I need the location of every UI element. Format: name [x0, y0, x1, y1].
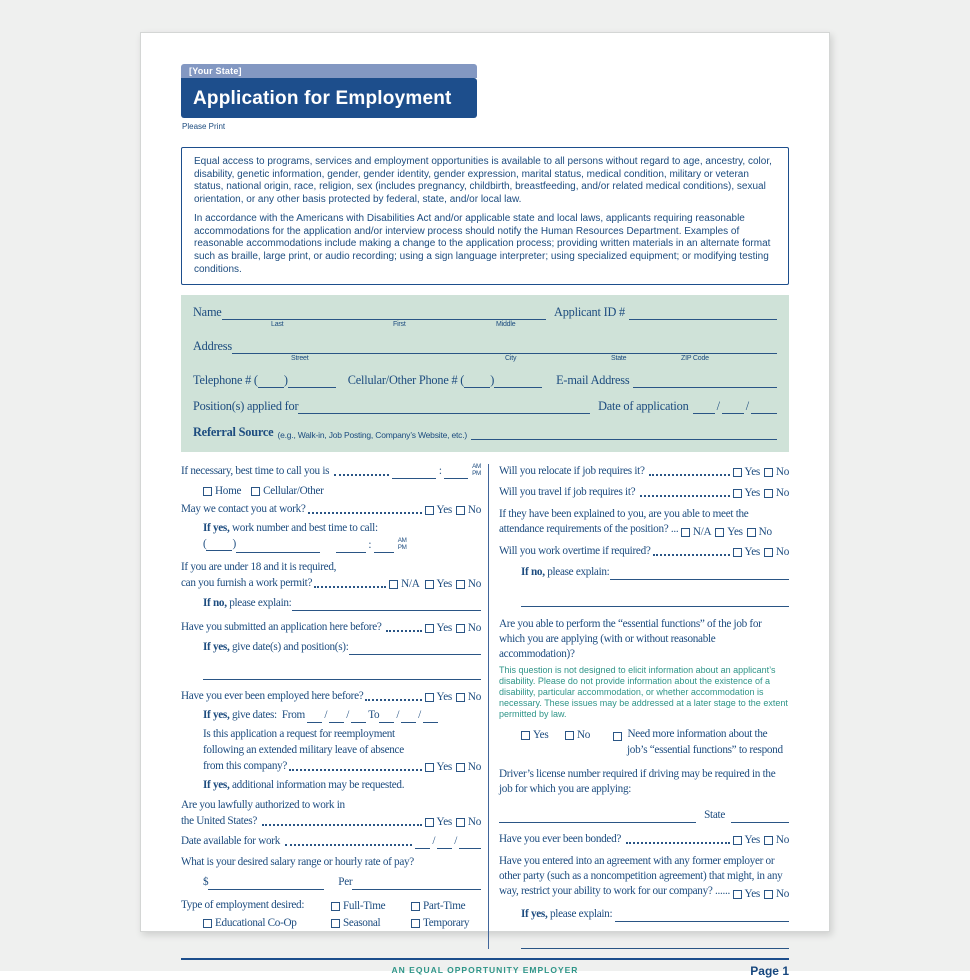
open-paren: (: [251, 373, 258, 388]
checkbox-option: [613, 732, 625, 741]
form-line: [181, 915, 481, 930]
label-text: Have you entered into an agreement with any former employer or other party (such as a noncompetition agreement) that might, in any way, restrict your ability to work for our company? ......: [499, 855, 783, 898]
please-print-note: Please Print: [182, 122, 226, 131]
date-of-application-label: Date of application: [598, 399, 689, 414]
checkbox-part-time[interactable]: [411, 902, 420, 911]
checkbox-option-yes: [425, 623, 452, 634]
blank-field[interactable]: [351, 711, 366, 723]
name-sublabels: [193, 320, 777, 328]
dotted-leader: [289, 769, 421, 771]
label-text: Need more information about the: [625, 728, 768, 741]
checkbox-no[interactable]: [764, 836, 773, 845]
telephone-area-code-field[interactable]: [258, 375, 284, 388]
dotted-leader: [314, 586, 386, 588]
checkbox-option-yes: [425, 579, 452, 590]
cellular-number-field[interactable]: [494, 375, 542, 388]
state-tab-label: [Your State]: [189, 65, 242, 76]
label-text: can you furnish a work permit?: [181, 577, 313, 590]
questions-left-column: [181, 464, 481, 949]
checkbox-option-no: [456, 817, 481, 828]
label-text: give dates: From: [229, 709, 308, 722]
form-line: [181, 576, 481, 591]
checkbox-no[interactable]: [456, 506, 465, 515]
label-text-bold: If no,: [521, 566, 545, 579]
checkbox-yes[interactable]: [733, 890, 742, 899]
checkbox-option-no: [456, 505, 481, 516]
form-line: [181, 502, 481, 517]
form-line: [499, 544, 789, 559]
checkbox-label: Yes: [436, 622, 452, 635]
form-line: [181, 689, 481, 704]
form-line: [499, 592, 789, 607]
checkbox-option-no: [456, 762, 481, 773]
blank-field[interactable]: [610, 568, 790, 580]
checkbox-option-home: [203, 486, 241, 497]
form-line: [181, 537, 481, 553]
blank-field[interactable]: [203, 668, 481, 680]
checkbox-label: Seasonal: [343, 917, 381, 930]
label-text: State: [704, 809, 725, 822]
label-text: Is this application a request for reemployment: [203, 728, 395, 741]
telephone-label: Telephone #: [193, 373, 252, 388]
checkbox-yes[interactable]: [733, 836, 742, 845]
checkbox-option-temporary: [411, 918, 469, 929]
slash-separator: /: [324, 709, 328, 722]
checkbox-option-no: [764, 835, 789, 846]
equal-opportunity-employer-text: AN EQUAL OPPORTUNITY EMPLOYER: [391, 965, 579, 976]
dotted-leader: [365, 699, 421, 701]
blank-field[interactable]: [392, 467, 436, 479]
form-line: [181, 798, 481, 813]
checkbox-full-time[interactable]: [331, 902, 340, 911]
name-sublabel-first: First: [393, 321, 406, 329]
checkbox-label: No: [467, 816, 481, 829]
checkbox-home[interactable]: [203, 487, 212, 496]
checkbox-no[interactable]: [456, 763, 465, 772]
name-sublabel-middle: Middle: [496, 321, 516, 329]
blank-field[interactable]: [521, 595, 789, 607]
questions-right-column: [499, 464, 789, 949]
checkbox-label: Yes: [744, 834, 760, 847]
checkbox-label: Yes: [744, 888, 760, 901]
form-line: [181, 640, 481, 655]
checkbox-yes[interactable]: [521, 731, 530, 740]
form-line: [499, 485, 789, 500]
form-line: [181, 560, 481, 575]
checkbox-label: No: [775, 466, 789, 479]
dotted-leader: [334, 474, 390, 476]
footer-row: [181, 964, 789, 980]
label-text-bold: If yes,: [203, 641, 230, 654]
address-sublabel-zip: ZIP Code: [681, 355, 709, 363]
checkbox-option-yes: [521, 730, 565, 741]
address-field[interactable]: [232, 341, 777, 354]
checkbox-label: Yes: [727, 526, 743, 539]
checkbox-yes[interactable]: [425, 763, 434, 772]
form-line: [499, 565, 789, 580]
checkbox-label: No: [775, 834, 789, 847]
applicant-id-label: Applicant ID #: [554, 305, 625, 320]
application-date-month-field[interactable]: [693, 401, 715, 414]
label-text-bold: If yes,: [521, 908, 548, 921]
checkbox-no[interactable]: [764, 890, 773, 899]
label-text: Have you ever been bonded?: [499, 833, 624, 846]
form-line: [499, 507, 789, 537]
checkbox-label: No: [775, 487, 789, 500]
checkbox-option-no: [565, 730, 613, 741]
checkbox-educational-co-op[interactable]: [203, 919, 212, 928]
phone-field: [203, 537, 236, 552]
checkbox-option-no: [764, 488, 789, 499]
label-text: give date(s) and position(s):: [229, 641, 349, 654]
email-field[interactable]: [633, 375, 777, 388]
label-text: Will you travel if job requires it?: [499, 486, 638, 499]
checkbox-yes[interactable]: [425, 580, 434, 589]
checkbox-label: No: [467, 578, 481, 591]
checkbox-option-yes: [733, 547, 760, 558]
checkbox-option-yes: [425, 762, 452, 773]
checkbox-option-no: [747, 527, 772, 538]
referral-source-field[interactable]: [471, 427, 777, 440]
eeo-notice-paragraph-1: Equal access to programs, services and employment opportunities is available to all persons without regard to age, ancestry, color, disability, genetic information, gender, gender identity, gender expression, marital status, medical condition, military or veteran status, national origin, race, religion, sex (includes pregnancy, childbirth, breastfeeding, and/or related medical conditions), sexual orientation, or any other basis protected by federal, state, and/or local law.: [194, 156, 772, 206]
checkbox-option-no: [456, 692, 481, 703]
form-line: [181, 620, 481, 635]
label-text: What is your desired salary range or hourly rate of pay?: [181, 856, 414, 869]
checkbox-seasonal[interactable]: [331, 919, 340, 928]
label-text: job’s “essential functions” to respond: [627, 744, 783, 757]
checkbox-option-no: [764, 467, 789, 478]
label-text: work number and best time to call:: [229, 522, 378, 535]
checkbox-cellular-other[interactable]: [251, 487, 260, 496]
blank-field[interactable]: [307, 711, 322, 723]
label-text: Will you relocate if job requires it?: [499, 465, 648, 478]
checkbox-label: Yes: [744, 487, 760, 500]
checkbox-label: N/A: [692, 526, 712, 539]
blank-field[interactable]: [499, 811, 696, 823]
checkbox-temporary[interactable]: [411, 919, 420, 928]
checkbox-no[interactable]: [456, 818, 465, 827]
checkbox-option-no: [764, 547, 789, 558]
checkbox-option-yes: [733, 835, 760, 846]
address-sublabel-street: Street: [291, 355, 309, 363]
form-line: [181, 759, 481, 774]
checkbox-label: Yes: [744, 546, 760, 559]
name-row: [193, 305, 777, 320]
form-title-bar: [181, 78, 477, 118]
slash-separator: /: [454, 835, 457, 848]
questions-section: [181, 464, 789, 949]
checkbox-label: No: [467, 761, 481, 774]
label-text: May we contact you at work?: [181, 503, 306, 516]
cellular-label: Cellular/Other Phone #: [347, 373, 458, 388]
checkbox-option-no: [456, 579, 481, 590]
checkbox-no[interactable]: [764, 548, 773, 557]
checkbox-yes[interactable]: [733, 468, 742, 477]
form-line: [181, 708, 481, 723]
checkbox-label: No: [577, 729, 591, 742]
email-label: E-mail Address: [556, 373, 630, 388]
application-form-page: [140, 32, 830, 979]
name-sublabel-last: Last: [271, 321, 284, 329]
form-line: [181, 855, 481, 870]
label-text: Per: [338, 876, 353, 889]
question-paragraph: Are you able to perform the “essential functions” of the job for which you are applying (with or without reasonable accommodation)?: [499, 618, 762, 661]
form-line: [181, 483, 481, 498]
phone-email-row: [193, 373, 777, 388]
form-line: [499, 832, 789, 847]
dotted-leader: [386, 630, 421, 632]
label-text-bold: If no,: [203, 597, 227, 610]
label-text: additional information may be requested.: [229, 779, 405, 792]
form-line: [181, 814, 481, 829]
checkbox-option-no: [456, 623, 481, 634]
slash-separator: /: [346, 709, 350, 722]
blank-field[interactable]: [349, 643, 481, 655]
address-sublabel-city: City: [505, 355, 517, 363]
blank-field[interactable]: [374, 541, 394, 553]
name-field[interactable]: [222, 307, 546, 320]
form-line: [181, 521, 481, 536]
checkbox-label: Yes: [533, 729, 549, 742]
blank-field[interactable]: [437, 837, 452, 849]
checkbox-label: N/A: [401, 578, 420, 591]
form-line: [499, 727, 789, 742]
column-divider: [488, 464, 489, 949]
slash-separator: /: [716, 399, 720, 414]
label-text: please explain:: [544, 566, 610, 579]
checkbox-yes[interactable]: [733, 489, 742, 498]
checkbox[interactable]: [613, 732, 622, 741]
label-text: Are you lawfully authorized to work in: [181, 799, 345, 812]
checkbox-label: Temporary: [423, 917, 470, 930]
slash-separator: /: [432, 835, 436, 848]
question-paragraph: This question is not designed to elicit information about an applicant’s disability. Please do not provide information about the existence of a disability, particular accommodation, or whether accommodation is necessary. These issues may be addressed at a later stage to the extent permitted by law.: [499, 665, 788, 720]
blank-field[interactable]: [731, 811, 789, 823]
checkbox-no[interactable]: [456, 693, 465, 702]
label-text-bold: If yes,: [203, 779, 230, 792]
checkbox-yes[interactable]: [715, 528, 724, 537]
blank-field[interactable]: [459, 837, 481, 849]
positions-label: Position(s) applied for: [193, 399, 299, 414]
am-pm-label: AM PM: [397, 537, 407, 552]
checkbox-yes[interactable]: [425, 693, 434, 702]
checkbox-label: Part-Time: [423, 900, 466, 913]
slash-separator: /: [396, 709, 400, 722]
eeo-notice-paragraph-2: In accordance with the Americans with Disabilities Act and/or applicable state and local laws, applicants requiring reasonable accommodations for the application and/or interview process should notify the Human Resources Department. Examples of reasonable accommodations include making a change to the application process; providing written materials in an alternate format such as braille, large print, or audio recording; using a sign language interpreter; using specialized equipment; or modifying testing conditions.: [194, 212, 771, 275]
form-line: [499, 743, 789, 758]
checkbox-n-a[interactable]: [389, 580, 398, 589]
checkbox-label: No: [775, 888, 790, 901]
form-line: [181, 834, 481, 849]
checkbox-option-full-time: [331, 901, 411, 912]
blank-field[interactable]: [423, 711, 438, 723]
checkbox-option-yes: [733, 467, 760, 478]
blank-field[interactable]: [208, 878, 324, 890]
checkbox-no[interactable]: [764, 489, 773, 498]
blank-field[interactable]: [615, 910, 789, 922]
address-label: Address: [193, 339, 232, 354]
checkbox-label: Yes: [436, 761, 452, 774]
positions-field[interactable]: [298, 401, 590, 414]
form-line: [181, 743, 481, 758]
application-date-year-field[interactable]: [751, 401, 777, 414]
checkbox-label: Yes: [436, 578, 452, 591]
label-text: please explain:: [226, 597, 292, 610]
checkbox-option-yes: [733, 889, 760, 900]
dotted-leader: [262, 824, 422, 826]
dotted-leader: [649, 474, 729, 476]
checkbox-label: Educational Co-Op: [215, 917, 297, 930]
checkbox-option-yes: [425, 817, 452, 828]
slash-separator: /: [745, 399, 749, 414]
checkbox-option-cellular-other: [251, 486, 323, 497]
checkbox-label: Yes: [436, 691, 452, 704]
checkbox-option-yes: [733, 488, 760, 499]
checkbox-label: No: [467, 504, 481, 517]
blank-field[interactable]: [336, 541, 366, 553]
label-text: Have you submitted an application here before?: [181, 621, 385, 634]
checkbox-label: Yes: [436, 504, 452, 517]
form-line: [181, 727, 481, 742]
label-text: following an extended military leave of absence: [203, 744, 404, 757]
dotted-leader: [308, 512, 422, 514]
referral-source-label: Referral Source: [193, 425, 274, 440]
close-paren: ): [283, 373, 288, 388]
question-paragraph: Driver’s license number required if driving may be required in the job for which you are applying:: [499, 768, 776, 796]
checkbox-yes[interactable]: [425, 818, 434, 827]
blank-field[interactable]: [329, 711, 344, 723]
blank-field[interactable]: [236, 541, 320, 553]
form-line: [499, 808, 789, 823]
checkbox-label: No: [775, 546, 789, 559]
area-code-field[interactable]: [206, 539, 232, 551]
label-text: Type of employment desired:: [181, 899, 305, 912]
label-text: If necessary, best time to call you is: [181, 465, 332, 478]
dotted-leader: [285, 844, 413, 846]
label-text: Date available for work: [181, 835, 283, 848]
label-text: To: [366, 709, 380, 722]
application-date-day-field[interactable]: [722, 401, 744, 414]
close-paren: ): [490, 373, 495, 388]
checkbox-label: Cellular/Other: [263, 485, 324, 498]
cellular-area-code-field[interactable]: [464, 375, 490, 388]
checkbox-option-seasonal: [331, 918, 411, 929]
form-line: [181, 596, 481, 611]
checkbox-option-n-a: [681, 527, 711, 538]
checkbox-yes[interactable]: [425, 624, 434, 633]
form-line: [181, 665, 481, 680]
label-text-bold: If yes,: [203, 709, 230, 722]
state-tab: [181, 64, 477, 78]
form-line: [181, 875, 481, 890]
dotted-leader: [626, 842, 730, 844]
footer-rule: [181, 958, 789, 960]
colon-separator: :: [365, 539, 374, 552]
checkbox-option-yes: [425, 505, 452, 516]
form-line: [181, 464, 481, 479]
blank-field[interactable]: [352, 878, 481, 890]
checkbox-no[interactable]: [565, 731, 574, 740]
applicant-id-field[interactable]: [629, 307, 777, 320]
checkbox-label: No: [758, 526, 772, 539]
close-paren: ): [232, 538, 236, 551]
label-text: If you are under 18 and it is required,: [181, 561, 337, 574]
checkbox-label: Yes: [436, 816, 452, 829]
label-text-bold: If yes,: [203, 522, 230, 535]
address-sublabels: [193, 354, 777, 362]
checkbox-label: Full-Time: [343, 900, 386, 913]
form-title: Application for Employment: [193, 87, 452, 109]
label-text: from this company?: [203, 760, 288, 773]
am-pm-label: AM PM: [472, 463, 481, 478]
name-label: Name: [193, 305, 222, 320]
label-text: Will you work overtime if required?: [499, 545, 651, 558]
blank-field[interactable]: [401, 711, 416, 723]
open-paren: (: [203, 538, 207, 551]
checkbox-yes[interactable]: [733, 548, 742, 557]
checkbox-no[interactable]: [456, 624, 465, 633]
blank-field[interactable]: [444, 467, 468, 479]
referral-row: [193, 425, 777, 440]
eeo-notice-box: [181, 147, 789, 285]
blank-field[interactable]: [379, 711, 394, 723]
checkbox-option-educational-co-op: [203, 918, 331, 929]
checkbox-yes[interactable]: [425, 506, 434, 515]
position-date-row: [193, 399, 777, 414]
referral-source-hint: (e.g., Walk-in, Job Posting, Company’s Website, etc.): [277, 429, 467, 440]
label-text: please explain:: [547, 908, 615, 921]
label-text: the United States?: [181, 815, 260, 828]
label-text: $: [203, 876, 209, 889]
checkbox-label: Home: [215, 485, 242, 498]
checkbox-n-a[interactable]: [681, 528, 690, 537]
blank-field[interactable]: [415, 837, 430, 849]
checkbox-no[interactable]: [747, 528, 756, 537]
checkbox-option-yes: [715, 527, 742, 538]
colon-separator: :: [436, 465, 445, 478]
dotted-leader: [653, 554, 730, 556]
dotted-leader: [640, 495, 730, 497]
slash-separator: /: [418, 709, 421, 722]
checkbox-option-yes: [425, 692, 452, 703]
form-line: [499, 464, 789, 479]
address-sublabel-state: State: [611, 355, 627, 363]
checkbox-label: No: [467, 622, 481, 635]
page-number: Page 1: [750, 964, 789, 979]
form-line: [499, 907, 789, 922]
form-line: [499, 934, 789, 949]
address-row: [193, 339, 777, 354]
form-line: [181, 778, 481, 793]
applicant-info-section: [181, 295, 789, 452]
checkbox-no[interactable]: [764, 468, 773, 477]
checkbox-option-no: [764, 889, 789, 900]
form-line: [499, 854, 789, 899]
checkbox-no[interactable]: [456, 580, 465, 589]
label-text: If they have been explained to you, are you able to meet the attendance requirements of the position? ...: [499, 508, 749, 536]
form-line: [181, 898, 481, 913]
blank-field[interactable]: [521, 937, 789, 949]
telephone-number-field[interactable]: [288, 375, 336, 388]
checkbox-label: No: [467, 691, 481, 704]
blank-field[interactable]: [292, 599, 482, 611]
checkbox-label: Yes: [744, 466, 760, 479]
label-text: Have you ever been employed here before?: [181, 690, 364, 703]
checkbox-option-part-time: [411, 901, 465, 912]
open-paren: (: [457, 373, 465, 388]
checkbox-option-n-a: [389, 579, 419, 590]
